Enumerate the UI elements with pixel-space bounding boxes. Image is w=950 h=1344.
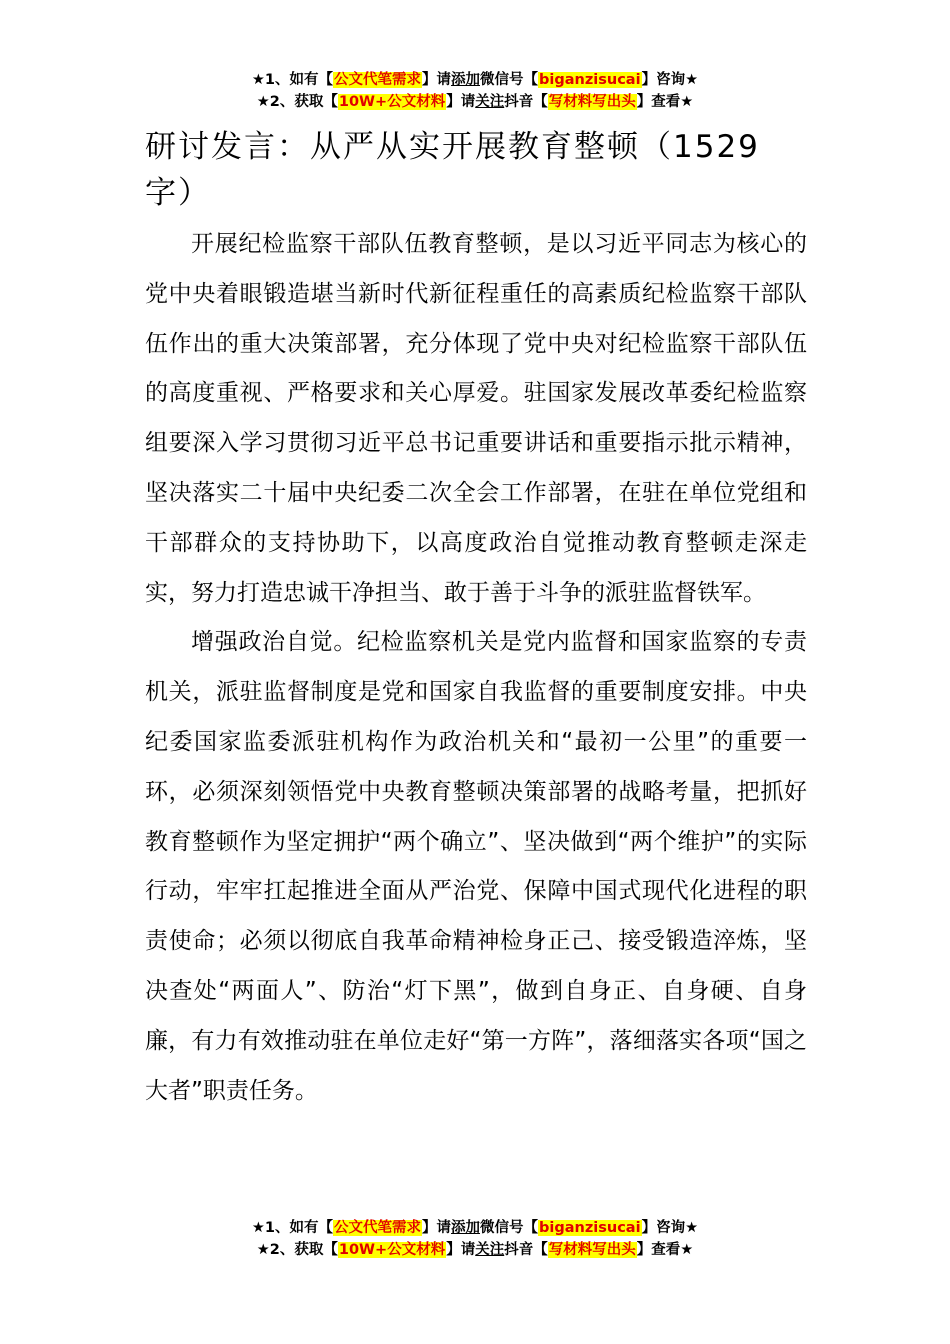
banner-highlight: biganzisucai <box>539 1220 641 1236</box>
banner-text: 微信号【 <box>480 72 539 88</box>
banner-text: 】查看★ <box>636 1242 694 1258</box>
banner-text: 】请 <box>446 1242 476 1258</box>
banner-text: 抖音【 <box>504 1242 548 1258</box>
banner-text: 抖音【 <box>504 94 548 110</box>
banner-text: ★2、获取【 <box>256 1242 338 1258</box>
banner-highlight: 写材料写出头 <box>548 94 636 110</box>
banner-text: 】查看★ <box>636 94 694 110</box>
banner-text: ★2、获取【 <box>256 94 338 110</box>
banner-highlight: 公文代笔需求 <box>334 1220 422 1236</box>
banner-line-2 <box>0 1239 950 1261</box>
header-banner <box>0 69 950 113</box>
banner-text: 】咨询★ <box>641 1220 699 1236</box>
banner-line-1 <box>0 69 950 91</box>
banner-line-1 <box>0 1217 950 1239</box>
body-paragraph: 增强政治自觉。纪检监察机关是党内监督和国家监察的专责机关，派驻监督制度是党和国家自我监督的重要制度安排。中央纪委国家监委派驻机构作为政治机关和“最初一公里”的重要一环，必须深刻领悟党中央教育整顿决策部署的战略考量，把抓好教育整顿作为坚定拥护“两个确立”、坚决做到“两个维护”的实际行动，牢牢扛起推进全面从严治党、保障中国式现代化进程的职责使命；必须以彻底自我革命精神检身正己、接受锻造淬炼，坚决查处“两面人”、防治“灯下黑”，做到自身正、自身硬、自身廉，有力有效推动驻在单位走好“第一方阵”，落细落实各项“国之大者”职责任务。 <box>145 629 807 1104</box>
banner-text: 】请 <box>446 94 476 110</box>
banner-text: 】咨询★ <box>641 72 699 88</box>
banner-text: ★1、如有【 <box>251 72 334 88</box>
banner-text: 】请 <box>422 1220 452 1236</box>
footer-banner <box>0 1217 950 1261</box>
document-title: 研讨发言：从严从实开展教育整顿（1529字） <box>145 129 760 211</box>
banner-highlight: biganzisucai <box>539 72 641 88</box>
banner-highlight: 10W+公文材料 <box>338 1242 446 1258</box>
banner-text: 】请 <box>422 72 452 88</box>
banner-underlined-text: 关注 <box>475 1242 505 1258</box>
banner-line-2 <box>0 91 950 113</box>
body-paragraph: 开展纪检监察干部队伍教育整顿，是以习近平同志为核心的党中央着眼锻造堪当新时代新征程重任的高素质纪检监察干部队伍作出的重大决策部署，充分体现了党中央对纪检监察干部队伍的高度重视、严格要求和关心厚爱。驻国家发展改革委纪检监察组要深入学习贯彻习近平总书记重要讲话和重要指示批示精神，坚决落实二十届中央纪委二次全会工作部署，在驻在单位党组和干部群众的支持协助下，以高度政治自觉推动教育整顿走深走实，努力打造忠诚干净担当、敢于善于斗争的派驻监督铁军。 <box>145 231 807 606</box>
banner-highlight: 公文代笔需求 <box>334 72 422 88</box>
banner-underlined-text: 添加 <box>451 72 481 88</box>
banner-highlight: 写材料写出头 <box>548 1242 636 1258</box>
banner-text: ★1、如有【 <box>251 1220 334 1236</box>
banner-underlined-text: 关注 <box>475 94 505 110</box>
banner-underlined-text: 添加 <box>451 1220 481 1236</box>
banner-text: 微信号【 <box>480 1220 539 1236</box>
banner-highlight: 10W+公文材料 <box>338 94 446 110</box>
document-body <box>145 220 807 1116</box>
